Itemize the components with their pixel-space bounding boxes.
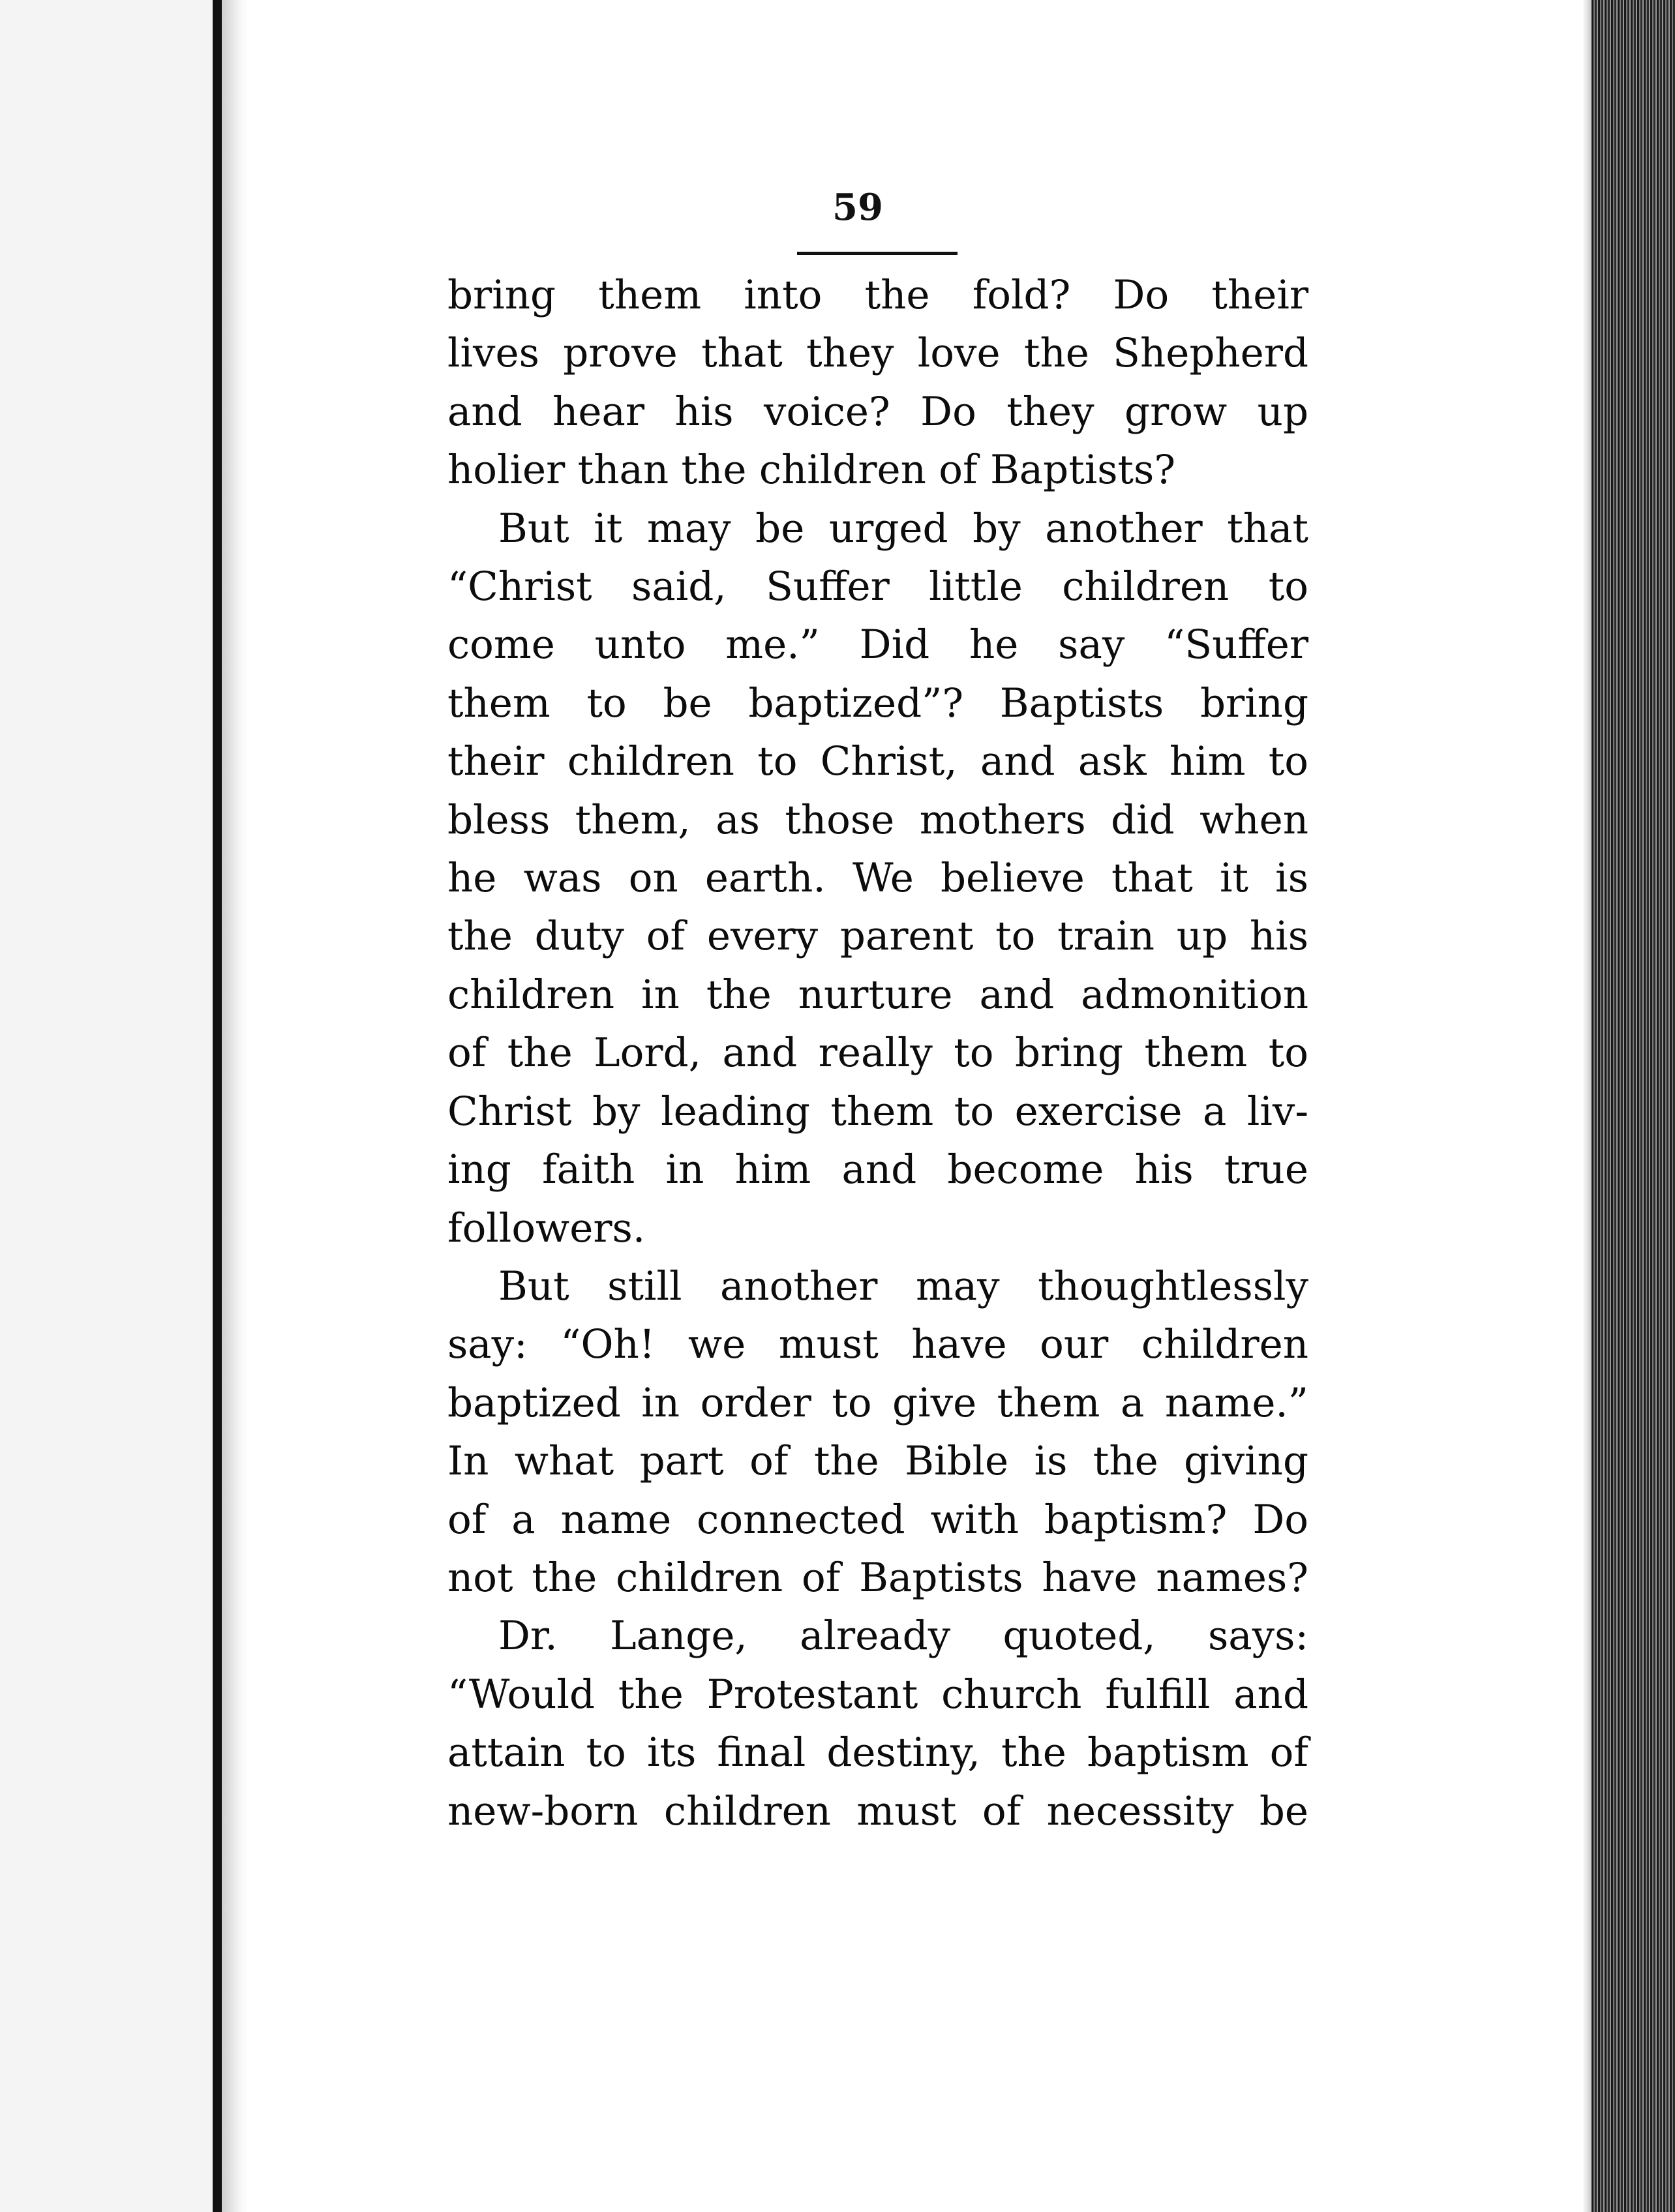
text-line: and hear his voice? Do they grow up xyxy=(447,388,1308,435)
body-text xyxy=(447,266,1308,1840)
text-line: followers. xyxy=(447,1204,646,1251)
text-line: “Christ said, Suffer little children to xyxy=(447,563,1308,610)
text-line: But still another may thoughtlessly xyxy=(498,1263,1308,1309)
text-line: come unto me.” Did he say “Suffer xyxy=(447,621,1308,668)
text-line: them to be baptized”? Baptists bring xyxy=(447,680,1308,726)
text-line: Christ by leading them to exercise a liv- xyxy=(447,1088,1308,1135)
page-edge-shadow xyxy=(1582,0,1592,2212)
text-line: their children to Christ, and ask him to xyxy=(447,738,1308,785)
page-number-rule xyxy=(797,252,958,255)
page-edges xyxy=(1592,0,1675,2212)
text-line: holier than the children of Baptists? xyxy=(447,447,1176,494)
text-line: But it may be urged by another that xyxy=(498,505,1308,552)
text-line: attain to its final destiny, the baptism of xyxy=(447,1729,1308,1776)
text-line: bring them into the fold? Do their xyxy=(447,272,1308,318)
text-line: of the Lord, and really to bring them to xyxy=(447,1030,1308,1077)
text-line: children in the nurture and admonition xyxy=(447,971,1308,1018)
text-line: say: “Oh! we must have our children xyxy=(447,1321,1308,1368)
book-gutter xyxy=(213,0,222,2212)
text-line: new-born children must of necessity be xyxy=(447,1787,1308,1834)
text-line: ing faith in him and become his true xyxy=(447,1146,1308,1193)
text-line: baptized in order to give them a name.” xyxy=(447,1379,1308,1426)
text-line: lives prove that they love the Shepherd xyxy=(447,330,1308,377)
text-line: In what part of the Bible is the giving xyxy=(447,1438,1308,1485)
text-line: Dr. Lange, already quoted, says: xyxy=(498,1613,1308,1660)
text-line: of a name connected with baptism? Do xyxy=(447,1496,1308,1543)
text-line: the duty of every parent to train up his xyxy=(447,913,1308,960)
text-line: he was on earth. We believe that it is xyxy=(447,855,1308,902)
gutter-shadow xyxy=(222,0,248,2212)
text-line: not the children of Baptists have names? xyxy=(447,1554,1308,1601)
text-line: “Would the Protestant church fulfill and xyxy=(447,1671,1308,1718)
facing-page-margin xyxy=(0,0,213,2212)
page-number: 59 xyxy=(832,186,883,229)
text-line: bless them, as those mothers did when xyxy=(447,796,1308,843)
